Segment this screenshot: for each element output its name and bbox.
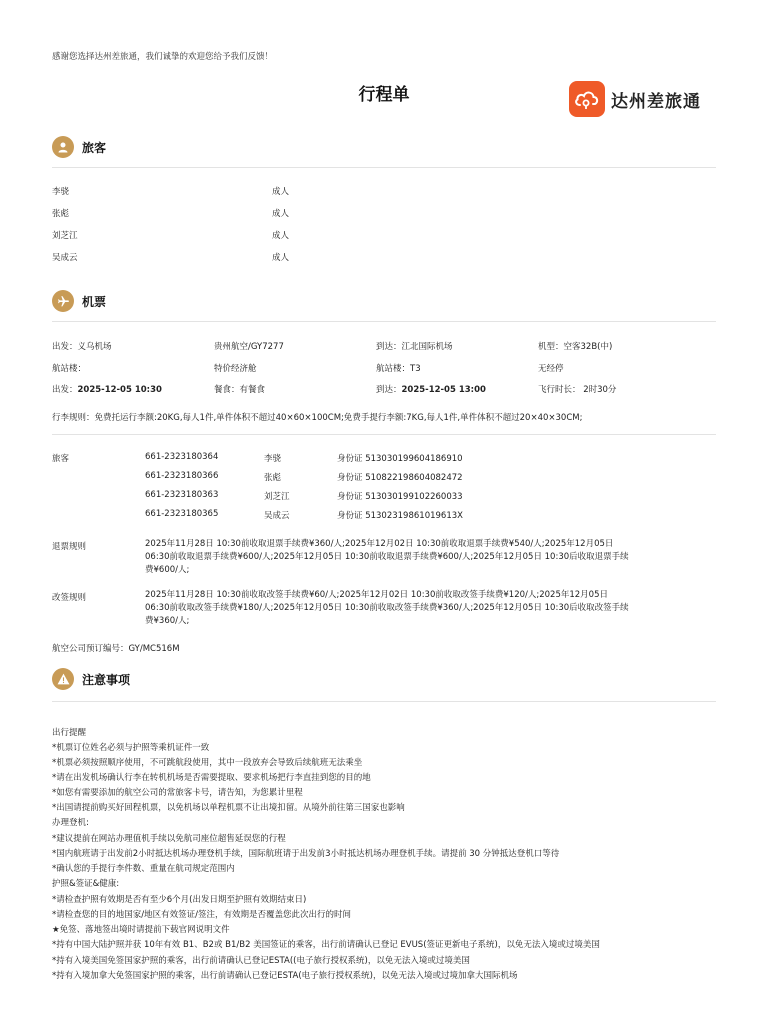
aircraft-type: 机型：空客32B(中) <box>538 342 613 352</box>
depart-time-cell <box>52 383 162 395</box>
passenger-type: 成人 <box>272 209 290 219</box>
depart-airport: 出发：义乌机场 <box>52 342 112 352</box>
passenger-row <box>52 229 552 243</box>
section-title: 注意事项 <box>82 672 131 687</box>
passenger-name: 李骁 <box>52 187 70 197</box>
ticket-id-number: 身份证 513030199604186910 <box>337 454 463 464</box>
ticket-id-number: 身份证 510822198604082472 <box>337 473 463 483</box>
notice-line: *请在出发机场确认行李在转机机场是否需要提取、要求机场把行李直挂到您的目的地 <box>52 773 371 783</box>
notice-line: ★免签、落地签出境时请提前下载官网说明文件 <box>52 925 230 935</box>
divider <box>52 701 716 702</box>
tickets-label: 旅客 <box>52 454 70 464</box>
notice-line: *持有中国大陆护照并获 10年有效 B1、B2或 B1/B2 美国签证的乘客，出行前请确认已登记 EVUS(签证更新电子系统)，以免无法入境或过境美国 <box>52 940 600 950</box>
notice-line: *出国请提前购买好回程机票，以免机场以单程机票不让出境扣留。从境外前往第三国家也影响 <box>52 803 405 813</box>
refund-line: 2025年11月28日 10:30前收取退票手续费¥360/人;2025年12月02日 10:30前收取退票手续费¥540/人;2025年12月05日 <box>145 539 614 549</box>
ticket-passenger-name: 刘芝江 <box>264 492 290 502</box>
change-line: 2025年11月28日 10:30前收取改签手续费¥60/人;2025年12月02日 10:30前收取改签手续费¥120/人;2025年12月05日 <box>145 590 608 600</box>
ticket-number: 661-2323180363 <box>145 490 219 500</box>
arrive-terminal: 航站楼：T3 <box>376 364 421 374</box>
ticket-passenger-name: 张彪 <box>264 473 282 483</box>
section-title: 机票 <box>82 294 107 309</box>
passenger-name: 刘芝江 <box>52 231 78 241</box>
ticket-id-number: 身份证 51302319861019613X <box>337 511 463 521</box>
arrive-time: 2025-12-05 13:00 <box>401 385 486 395</box>
notice-line: *机票订位姓名必须与护照等乘机证件一致 <box>52 743 210 753</box>
brand-name: 达州差旅通 <box>611 91 701 112</box>
passenger-name: 吴成云 <box>52 253 78 263</box>
notice-line: *如您有需要添加的航空公司的常旅客卡号，请告知，为您累计里程 <box>52 788 303 798</box>
passenger-row <box>52 251 552 265</box>
page-title: 行程单 <box>358 85 410 105</box>
airline-flight: 贵州航空/GY7277 <box>214 342 284 352</box>
cloud-logo-icon <box>569 81 605 117</box>
refund-line: 费¥600/人; <box>145 565 190 575</box>
arrive-airport: 到达：江北国际机场 <box>376 342 453 352</box>
depart-time: 2025-12-05 10:30 <box>77 385 162 395</box>
arrive-time-cell <box>376 383 486 395</box>
ticket-number: 661-2323180365 <box>145 509 219 519</box>
notice-line: *机票必须按照顺序使用，不可跳航段使用，其中一段放弃会导致后续航班无法乘坐 <box>52 758 363 768</box>
ticket-number: 661-2323180364 <box>145 452 219 462</box>
airline-booking-code: 航空公司预订编号：GY/MC516M <box>52 644 180 654</box>
ticket-passenger-name: 吴成云 <box>264 511 290 521</box>
notice-line: 办理登机: <box>52 818 89 828</box>
section-title: 旅客 <box>82 140 107 155</box>
notice-line: *国内航班请于出发前2小时抵达机场办理登机手续，国际航班请于出发前3小时抵达机场办理登机手续。请提前 30 分钟抵达登机口等待 <box>52 849 560 859</box>
cabin-class: 特价经济舱 <box>214 364 257 374</box>
change-rules-text <box>145 589 629 628</box>
notice-section-header <box>52 668 130 690</box>
change-rules-label: 改签规则 <box>52 593 87 603</box>
plane-icon <box>52 290 74 312</box>
notice-line: *确认您的手提行李件数、重量在航司规定范围内 <box>52 864 235 874</box>
passenger-type: 成人 <box>272 187 290 197</box>
refund-rules-label: 退票规则 <box>52 542 87 552</box>
ticket-passenger-name: 李骁 <box>264 454 282 464</box>
notice-line: 护照&签证&健康: <box>52 879 120 889</box>
refund-line: 06:30前收取退票手续费¥600/人;2025年12月05日 10:30前收取退票手续费¥600/人;2025年12月05日 10:30后收取退票手续 <box>145 552 629 562</box>
greeting-text: 感谢您选择达州差旅通，我们诚挚的欢迎您给予我们反馈！ <box>52 52 274 62</box>
passenger-type: 成人 <box>272 231 290 241</box>
meal-info: 餐食：有餐食 <box>214 385 266 395</box>
passenger-type: 成人 <box>272 253 290 263</box>
divider <box>52 434 716 435</box>
notice-line: *请检查护照有效期是否有至少6个月(出发日期至护照有效期结束日) <box>52 895 307 905</box>
ticket-id-number: 身份证 513030199102260033 <box>337 492 463 502</box>
depart-time-label: 出发： <box>52 385 78 395</box>
ticket-section-header <box>52 290 106 312</box>
passengers-section-header <box>52 136 106 158</box>
change-line: 06:30前收取改签手续费¥180/人;2025年12月05日 10:30前收取改签手续费¥360/人;2025年12月05日 10:30后收取改签手续 <box>145 603 629 613</box>
notice-line: *建议提前在网站办理值机手续以免航司座位超售延误您的行程 <box>52 834 286 844</box>
passenger-row <box>52 185 552 199</box>
divider <box>52 321 716 322</box>
arrive-time-label: 到达： <box>376 385 402 395</box>
notice-line: *持有入境美国免签国家护照的乘客，出行前请确认已登记ESTA((电子旅行授权系统)，以免无法入境或过境美国 <box>52 956 470 966</box>
stops: 无经停 <box>538 364 564 374</box>
depart-terminal: 航站楼： <box>52 364 87 374</box>
brand-logo <box>569 80 701 118</box>
warning-icon <box>52 668 74 690</box>
notice-line: *持有入境加拿大免签国家护照的乘客，出行前请确认已登记ESTA(电子旅行授权系统)，以免无法入境或过境加拿大国际机场 <box>52 971 518 981</box>
notice-line: *请检查您的目的地国家/地区有效签证/签注，有效期是否覆盖您此次出行的时间 <box>52 910 351 920</box>
user-icon <box>52 136 74 158</box>
baggage-rules: 行李规则：免费托运行李额:20KG,每人1件,单件体积不超过40×60×100CM;免费手提行李额:7KG,每人1件,单件体积不超过20×40×30CM; <box>52 413 583 423</box>
passenger-row <box>52 207 552 221</box>
change-line: 费¥360/人; <box>145 616 190 626</box>
refund-rules-text <box>145 538 629 577</box>
passenger-name: 张彪 <box>52 209 70 219</box>
ticket-number: 661-2323180366 <box>145 471 219 481</box>
divider <box>52 167 716 168</box>
flight-duration: 飞行时长： 2时30分 <box>538 385 617 395</box>
notice-line: 出行提醒 <box>52 728 87 738</box>
